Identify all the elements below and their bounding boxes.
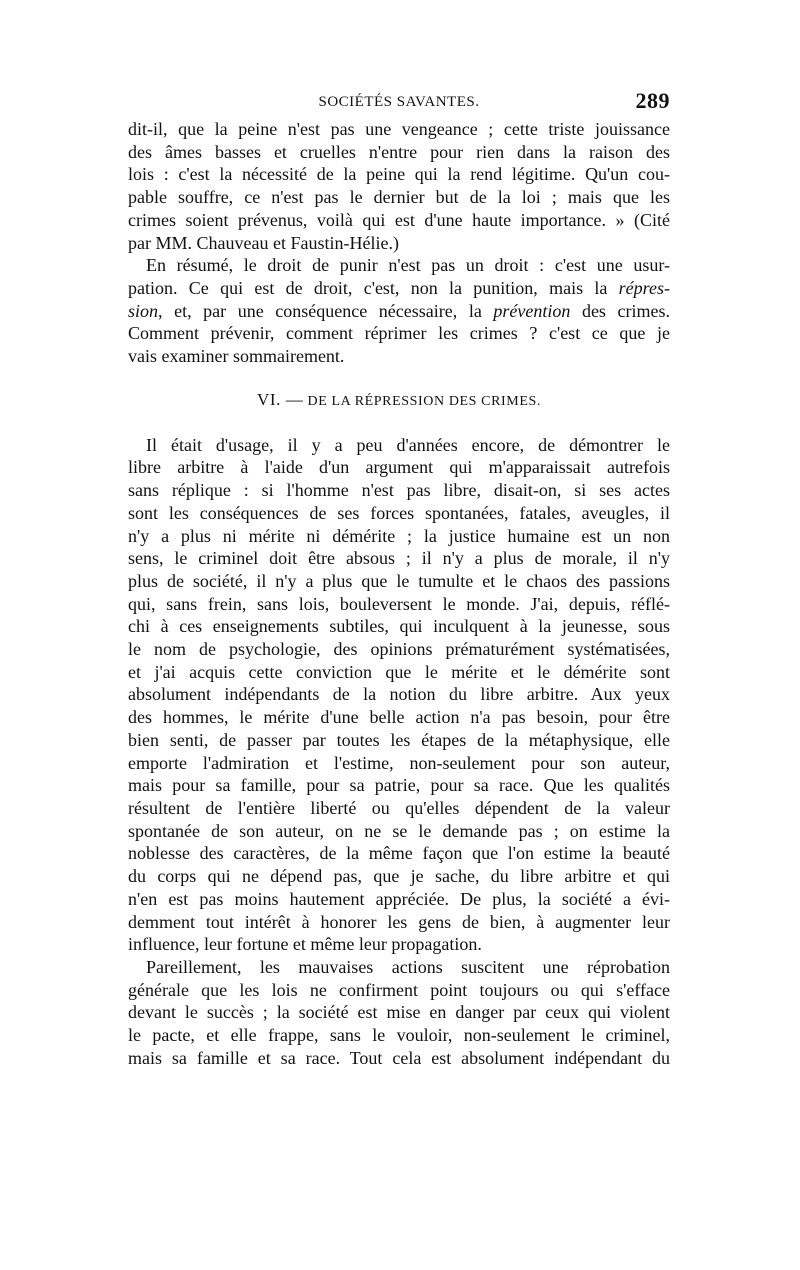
text-line: des âmes basses et cruelles n'entre pour rien dans la raison des [128,141,670,162]
text-line: du corps qui ne dépend pas, que je sache, du libre arbitre et qui [128,866,670,887]
text-run: des crimes. [570,300,670,321]
text-line: dit-il, que la peine n'est pas une vengeance ; cette triste jouissance [128,119,670,139]
text-line [128,956,670,979]
text-line: par MM. Chauveau et Faustin-Hélie.) [128,232,399,253]
text-line: lois : c'est la nécessité de la peine qui la rend légitime. Qu'un cou- [128,164,670,185]
book-page [128,88,670,1069]
running-header [128,88,670,118]
text-line: bien senti, de passer par toutes les étapes de la métaphysique, elle [128,729,670,750]
text-line: générale que les lois ne confirment point toujours ou qui s'efface [128,979,670,1000]
text-run: , et, par une conséquence nécessaire, la [158,300,494,321]
paragraph-4 [128,956,670,1070]
text-line: résultent de l'entière liberté ou qu'elles dépendent de la valeur [128,797,670,818]
text-line [128,277,670,300]
running-title: SOCIÉTÉS SAVANTES. [318,94,480,110]
text-run: Pareillement, les mauvaises actions suscitent une réprobation [146,956,670,977]
text-run: Il était d'usage, il y a peu d'années encore, de démontrer le [146,434,670,455]
text-line: mais sa famille et sa race. Tout cela est absolument indépendant du [128,1047,670,1068]
text-run: pation. Ce qui est de droit, c'est, non la punition, mais la [128,277,619,298]
text-line: pable souffre, ce n'est pas le dernier but de la loi ; mais que les [128,187,670,208]
paragraph-2 [128,254,670,368]
text-line: chi à ces enseignements subtiles, qui inculquent à la jeunesse, sous [128,616,670,637]
text-line: Comment prévenir, comment réprimer les crimes ? c'est ce que je [128,323,670,344]
text-run: En résumé, le droit de punir n'est pas un droit : c'est une usur- [146,255,670,276]
text-line: et j'ai acquis cette conviction que le mérite et le démérite sont [128,661,670,682]
text-line: sont les conséquences de ses forces spontanées, fatales, aveugles, il [128,502,670,523]
text-line: emporte l'admiration et l'estime, non-seulement pour son auteur, [128,752,670,773]
text-line: le nom de psychologie, des opinions prématurément systématisées, [128,639,670,660]
page-number: 289 [635,88,670,113]
section-title: DE LA RÉPRESSION DES CRIMES. [307,393,541,409]
text-line: absolument indépendants de la notion du libre arbitre. Aux yeux [128,684,670,705]
text-line: mais pour sa famille, pour sa patrie, pour sa race. Que les qualités [128,775,670,796]
text-line: demment tout intérêt à honorer les gens de bien, à augmenter leur [128,911,670,932]
text-line [128,434,670,457]
text-line: qui, sans frein, sans lois, bouleversent le monde. J'ai, depuis, réflé- [128,593,670,614]
text-line: crimes soient prévenus, voilà qui est d'une haute importance. » (Cité [128,209,670,230]
text-line: influence, leur fortune et même leur propagation. [128,934,482,955]
text-line: sens, le criminel doit être absous ; il n'y a plus de morale, il n'y [128,548,670,569]
text-line [128,300,670,323]
paragraph-3 [128,434,670,956]
text-line: vais examiner sommairement. [128,346,345,367]
italic-text: sion [128,300,159,321]
text-line: n'en est pas moins hautement appréciée. De plus, la société a évi- [128,888,670,909]
text-line: n'y a plus ni mérite ni démérite ; la justice humaine est un non [128,525,670,546]
text-line: sans réplique : si l'homme n'est pas libre, disait-on, si ses actes [128,480,670,501]
text-line [128,254,670,277]
text-line: noblesse des caractères, de la même façon que l'on estime la beauté [128,843,670,864]
text-line: devant le succès ; la société est mise en danger par ceux qui violent [128,1002,670,1023]
section-heading [128,390,670,410]
text-line: spontanée de son auteur, on ne se le demande pas ; on estime la [128,820,670,841]
text-line: libre arbitre à l'aide d'un argument qui m'apparaissait autrefois [128,457,670,478]
section-number: VI. — [256,389,304,409]
paragraph-1 [128,118,670,254]
text-line: le pacte, et elle frappe, sans le vouloir, non-seulement le criminel, [128,1025,670,1046]
text-line: plus de société, il n'y a plus que le tumulte et le chaos des passions [128,570,670,591]
italic-text: prévention [493,300,571,321]
text-line: des hommes, le mérite d'une belle action n'a pas besoin, pour être [128,707,670,728]
italic-text: répres- [618,277,670,298]
